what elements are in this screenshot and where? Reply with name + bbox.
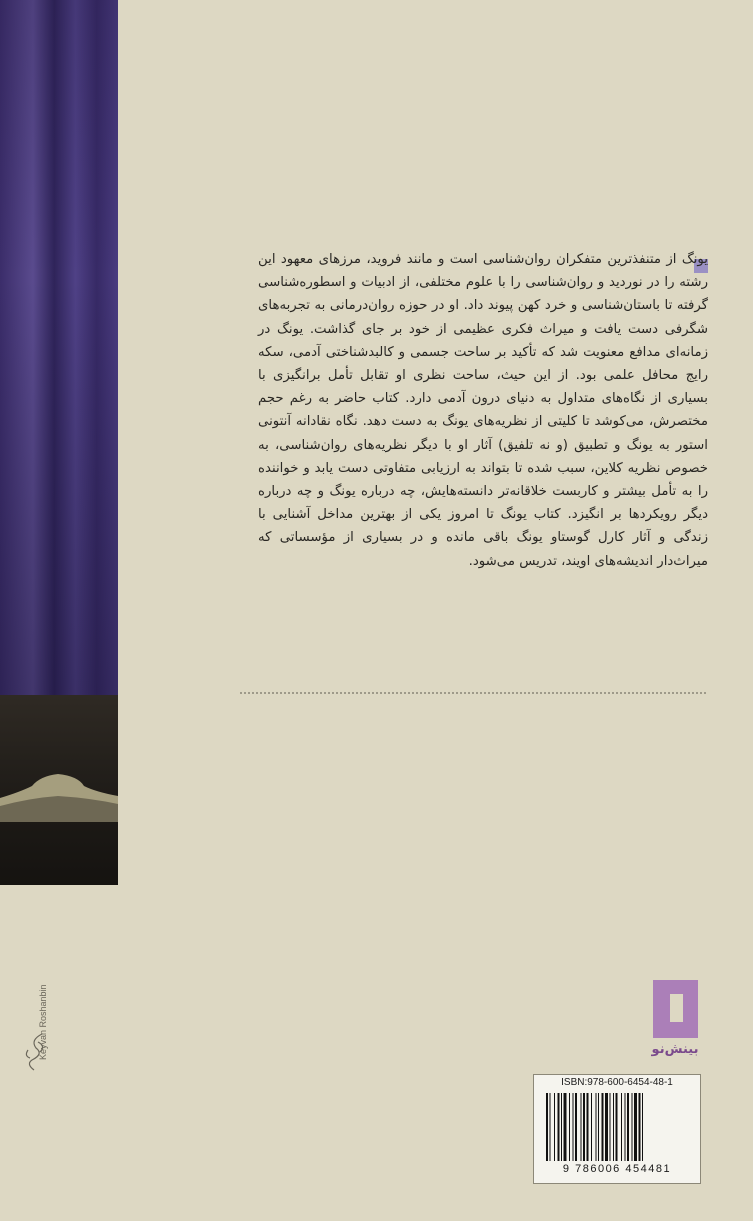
barcode-bars: [544, 1093, 690, 1161]
publisher-logo-mark-icon: [653, 980, 698, 1038]
barcode-bar: [596, 1093, 597, 1161]
barcode-bar: [625, 1093, 626, 1161]
barcode-bar: [605, 1093, 608, 1161]
barcode-bar: [621, 1093, 622, 1161]
barcode-bar: [602, 1093, 604, 1161]
barcode-bar: [598, 1093, 599, 1161]
barcode-bar: [587, 1093, 589, 1161]
barcode-bar: [554, 1093, 555, 1161]
barcode-bar: [561, 1093, 562, 1161]
designer-credit: Keyvan Roshanbin: [38, 984, 48, 1060]
barcode-bar: [558, 1093, 560, 1161]
barcode-bar: [591, 1093, 592, 1161]
dotted-divider: [240, 692, 706, 694]
barcode-bar: [632, 1093, 633, 1161]
purple-curtain-image: [0, 0, 118, 695]
barcode-bar: [634, 1093, 637, 1161]
barcode-bar: [546, 1093, 548, 1161]
stage-object-shape: [0, 762, 118, 822]
barcode-bar: [642, 1093, 643, 1161]
barcode-bar: [613, 1093, 614, 1161]
cover-image-strip: [0, 0, 118, 885]
description-paragraph: یونگ از متنفذترین متفکران روان‌شناسی است و مانند فروید، مرزهای معهود این رشته را در نوردید و روان‌شناسی را با علوم مختلفی، از ادبیات و اسطوره‌شناسی گرفته تا باستان‌شناسی و خرد کهن پیوند داد. او در حوزه روان‌درمانی به تجربه‌های شگرفی دست یافت و میراث فکری عظیمی از خود بر جای گذاشت. یونگ در زمانه‌ای مدافع معنویت شد که تأکید بر ساحت جسمی و کالبدشناختی آدمی، سکه رایج محافل علمی بود. از این حیث، ساحت نظری او تقابل تأمل برانگیزی با بسیاری از نگاه‌های متداول به دنیای درون آدمی دارد. کتاب حاضر به رغم حجم مختصرش، می‌کوشد تا کلیتی از نظریه‌های یونگ به دست دهد. نگاه نقادانه آنتونی استور به یونگ و تطبیق (و نه تلفیق) آثار او با دیگر نظریه‌های روان‌شناسی، به خصوص نظریه کلاین، سبب شده تا بتواند به ارزیابی متفاوتی دست یابد و خواننده را به تأمل بیشتر و کاربست خلاقانه‌تر دانسته‌هایش، چه درباره یونگ و چه درباره دیگر رویکردها بر انگیزد. کتاب یونگ تا امروز یکی از بهترین مداخل آشنایی با زندگی و آثار کارل گوستاو یونگ باقی مانده و در بسیاری از مؤسساتی که میراث‌دار اندیشه‌های اویند، تدریس می‌شود.: [258, 252, 708, 569]
publisher-name: بینش‌نو: [651, 1042, 699, 1057]
barcode-bar: [581, 1093, 582, 1161]
barcode-bar: [583, 1093, 585, 1161]
publisher-logo: [650, 980, 700, 1068]
isbn-label: ISBN:978-600-6454-48-1: [561, 1077, 673, 1088]
barcode-bar: [610, 1093, 611, 1161]
barcode-bar: [569, 1093, 570, 1161]
barcode-bar: [573, 1093, 574, 1161]
barcode-bar: [639, 1093, 641, 1161]
barcode-bar: [616, 1093, 618, 1161]
barcode-bar: [627, 1093, 629, 1161]
barcode-bar: [575, 1093, 577, 1161]
barcode-digits: 9 786006 454481: [562, 1163, 672, 1175]
isbn-barcode: [533, 1074, 701, 1184]
barcode-bar: [550, 1093, 551, 1161]
barcode-bar: [564, 1093, 567, 1161]
